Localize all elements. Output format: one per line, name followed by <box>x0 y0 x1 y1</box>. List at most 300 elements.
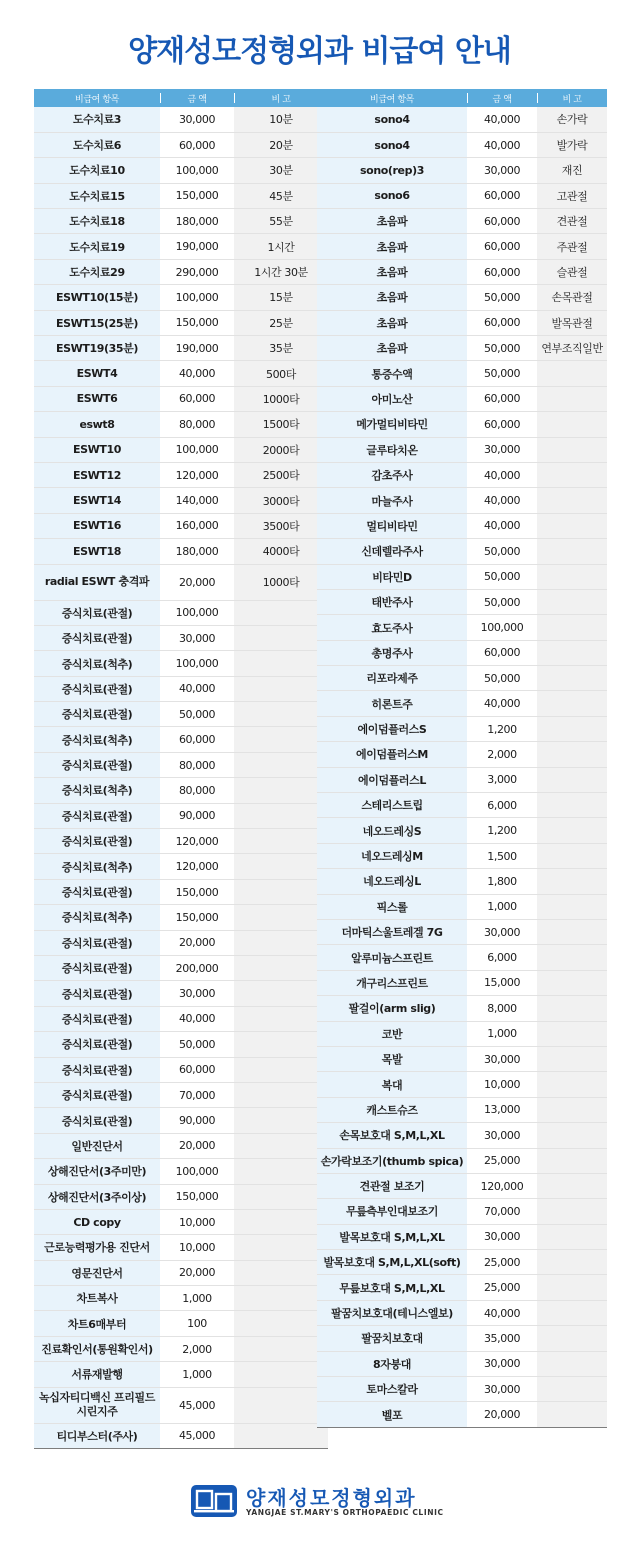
table-row <box>317 843 607 868</box>
item-amount: 80,000 <box>160 412 234 437</box>
item-amount: 80,000 <box>160 752 234 777</box>
item-name: sono(rep)3 <box>317 158 467 183</box>
item-amount: 1,000 <box>467 1021 537 1046</box>
item-name: 캐스트슈즈 <box>317 1097 467 1122</box>
item-name: 도수치료6 <box>34 132 160 157</box>
table-row <box>317 716 607 741</box>
table-row <box>34 259 328 284</box>
item-amount: 1,000 <box>467 894 537 919</box>
item-note <box>234 1423 328 1448</box>
item-amount: 40,000 <box>467 1300 537 1325</box>
item-name: 초음파 <box>317 336 467 361</box>
item-amount: 70,000 <box>160 1082 234 1107</box>
item-amount: 150,000 <box>160 879 234 904</box>
item-note <box>537 640 607 665</box>
item-name: 증식치료(척추) <box>34 651 160 676</box>
table-row <box>34 336 328 361</box>
item-amount: 120,000 <box>160 854 234 879</box>
item-name: sono4 <box>317 132 467 157</box>
item-name: 초음파 <box>317 310 467 335</box>
item-amount: 40,000 <box>467 107 537 132</box>
item-name: 진료확인서(통원확인서) <box>34 1336 160 1361</box>
item-note <box>234 981 328 1006</box>
item-note <box>537 1046 607 1071</box>
item-note: 15분 <box>234 285 328 310</box>
item-note <box>234 702 328 727</box>
table-row <box>317 462 607 487</box>
item-amount: 40,000 <box>160 361 234 386</box>
table-row <box>34 158 328 183</box>
item-amount: 120,000 <box>160 829 234 854</box>
item-amount: 1,200 <box>467 716 537 741</box>
item-amount: 100,000 <box>160 285 234 310</box>
item-amount: 1,800 <box>467 869 537 894</box>
item-name: 도수치료19 <box>34 234 160 259</box>
item-note <box>537 488 607 513</box>
item-name: 도수치료18 <box>34 209 160 234</box>
item-name: ESWT4 <box>34 361 160 386</box>
item-amount: 100,000 <box>160 1159 234 1184</box>
item-name: sono4 <box>317 107 467 132</box>
table-row <box>34 1184 328 1209</box>
item-name: 글루타치온 <box>317 437 467 462</box>
item-note <box>537 843 607 868</box>
item-name: 도수치료15 <box>34 183 160 208</box>
item-note <box>537 996 607 1021</box>
item-note <box>234 1209 328 1234</box>
item-amount: 6,000 <box>467 945 537 970</box>
table-row <box>34 651 328 676</box>
table-row <box>317 970 607 995</box>
item-amount: 190,000 <box>160 336 234 361</box>
item-note <box>537 1173 607 1198</box>
item-name: 픽스롤 <box>317 894 467 919</box>
item-note <box>234 956 328 981</box>
item-note <box>234 1311 328 1336</box>
table-row <box>34 1387 328 1423</box>
item-note: 주관절 <box>537 234 607 259</box>
table-row <box>317 361 607 386</box>
item-name: 알루미늄스프린트 <box>317 945 467 970</box>
item-note <box>234 1336 328 1361</box>
item-name: 도수치료3 <box>34 107 160 132</box>
table-row <box>317 1351 607 1376</box>
item-amount: 50,000 <box>467 336 537 361</box>
table-row <box>34 107 328 132</box>
item-amount: 120,000 <box>160 462 234 487</box>
item-amount: 60,000 <box>160 727 234 752</box>
item-note: 1시간 30분 <box>234 259 328 284</box>
item-note <box>537 716 607 741</box>
table-row <box>34 829 328 854</box>
right-price-table <box>317 89 607 1428</box>
table-row <box>317 209 607 234</box>
item-amount: 150,000 <box>160 183 234 208</box>
item-note <box>537 691 607 716</box>
item-name: CD copy <box>34 1209 160 1234</box>
item-name: 개구리스프린트 <box>317 970 467 995</box>
table-row <box>34 956 328 981</box>
item-name: 증식치료(관절) <box>34 1057 160 1082</box>
item-name: 증식치료(관절) <box>34 676 160 701</box>
item-amount: 40,000 <box>160 676 234 701</box>
item-amount: 50,000 <box>467 539 537 564</box>
item-name: 복대 <box>317 1072 467 1097</box>
item-amount: 40,000 <box>160 1006 234 1031</box>
item-amount: 180,000 <box>160 209 234 234</box>
table-row <box>317 894 607 919</box>
table-row <box>34 1235 328 1260</box>
item-amount: 40,000 <box>467 488 537 513</box>
item-note <box>234 651 328 676</box>
item-note <box>234 1108 328 1133</box>
item-amount: 50,000 <box>467 666 537 691</box>
item-amount: 45,000 <box>160 1387 234 1423</box>
item-note <box>537 1402 607 1427</box>
item-note <box>234 778 328 803</box>
item-note: 손목관절 <box>537 285 607 310</box>
table-row <box>34 930 328 955</box>
item-amount: 30,000 <box>467 437 537 462</box>
item-note <box>537 1250 607 1275</box>
item-amount: 60,000 <box>467 183 537 208</box>
item-name: 증식치료(관절) <box>34 930 160 955</box>
table-row <box>317 1123 607 1148</box>
item-amount: 60,000 <box>467 386 537 411</box>
item-amount: 100,000 <box>160 158 234 183</box>
header-note: 비 고 <box>234 89 328 107</box>
item-name: ESWT6 <box>34 386 160 411</box>
item-name: 마늘주사 <box>317 488 467 513</box>
item-note <box>537 564 607 589</box>
table-row <box>317 259 607 284</box>
item-name: ESWT12 <box>34 462 160 487</box>
item-note <box>537 767 607 792</box>
item-amount: 30,000 <box>467 1377 537 1402</box>
item-name: 일반진단서 <box>34 1133 160 1158</box>
item-name: 증식치료(관절) <box>34 600 160 625</box>
item-amount: 190,000 <box>160 234 234 259</box>
table-row <box>317 742 607 767</box>
item-name: 증식치료(관절) <box>34 981 160 1006</box>
item-name: radial ESWT 충격파 <box>34 564 160 600</box>
table-row <box>34 462 328 487</box>
item-name: 차트복사 <box>34 1286 160 1311</box>
item-note <box>234 905 328 930</box>
table-row <box>34 702 328 727</box>
table-row <box>317 412 607 437</box>
item-name: 아미노산 <box>317 386 467 411</box>
item-note <box>234 1260 328 1285</box>
table-row <box>317 1402 607 1427</box>
item-note: 4000타 <box>234 539 328 564</box>
item-name: 총명주사 <box>317 640 467 665</box>
table-row <box>317 132 607 157</box>
table-row <box>34 1159 328 1184</box>
table-header-row <box>34 89 328 107</box>
item-name: ESWT16 <box>34 513 160 538</box>
table-row <box>317 1326 607 1351</box>
item-note <box>234 1387 328 1423</box>
table-row <box>317 666 607 691</box>
item-note <box>537 666 607 691</box>
table-row <box>317 437 607 462</box>
table-row <box>317 920 607 945</box>
table-row <box>34 727 328 752</box>
table-row <box>317 767 607 792</box>
item-note: 견관절 <box>537 209 607 234</box>
item-note: 슬관절 <box>537 259 607 284</box>
item-amount: 40,000 <box>467 513 537 538</box>
table-row <box>34 234 328 259</box>
item-name: 멀티비타민 <box>317 513 467 538</box>
item-note <box>537 1224 607 1249</box>
table-row <box>34 1133 328 1158</box>
item-amount: 30,000 <box>467 920 537 945</box>
item-amount: 10,000 <box>160 1235 234 1260</box>
item-note: 고관절 <box>537 183 607 208</box>
item-amount: 50,000 <box>467 285 537 310</box>
item-amount: 30,000 <box>160 107 234 132</box>
item-name: 증식치료(척추) <box>34 778 160 803</box>
item-note: 45분 <box>234 183 328 208</box>
item-amount: 80,000 <box>160 778 234 803</box>
item-name: sono6 <box>317 183 467 208</box>
item-name: 증식치료(척추) <box>34 905 160 930</box>
item-note: 연부조직일반 <box>537 336 607 361</box>
table-row <box>34 803 328 828</box>
item-note: 1000타 <box>234 386 328 411</box>
item-amount: 40,000 <box>467 462 537 487</box>
item-name: 도수치료29 <box>34 259 160 284</box>
table-row <box>34 854 328 879</box>
item-name: 증식치료(관절) <box>34 1032 160 1057</box>
item-note <box>234 829 328 854</box>
item-name: 히론트주 <box>317 691 467 716</box>
table-row <box>317 285 607 310</box>
item-note <box>234 1082 328 1107</box>
table-row <box>317 310 607 335</box>
item-amount: 8,000 <box>467 996 537 1021</box>
item-amount: 50,000 <box>467 361 537 386</box>
table-row <box>317 107 607 132</box>
table-row <box>317 793 607 818</box>
item-note: 손가락 <box>537 107 607 132</box>
table-row <box>317 1199 607 1224</box>
table-row <box>317 1224 607 1249</box>
item-amount: 60,000 <box>467 310 537 335</box>
item-note: 1500타 <box>234 412 328 437</box>
item-note <box>537 793 607 818</box>
table-row <box>317 589 607 614</box>
item-name: 증식치료(관절) <box>34 1082 160 1107</box>
item-amount: 30,000 <box>467 1224 537 1249</box>
table-row <box>34 778 328 803</box>
table-row <box>317 386 607 411</box>
item-note <box>234 1057 328 1082</box>
item-note: 55분 <box>234 209 328 234</box>
item-name: 통증수액 <box>317 361 467 386</box>
item-note <box>537 1199 607 1224</box>
table-row <box>317 158 607 183</box>
item-amount: 10,000 <box>160 1209 234 1234</box>
item-note <box>537 742 607 767</box>
item-note <box>537 539 607 564</box>
table-row <box>317 539 607 564</box>
item-name: 감초주사 <box>317 462 467 487</box>
table-row <box>34 539 328 564</box>
item-note <box>537 920 607 945</box>
item-note: 1시간 <box>234 234 328 259</box>
item-note <box>234 1159 328 1184</box>
item-amount: 20,000 <box>160 564 234 600</box>
table-row <box>317 1275 607 1300</box>
item-note <box>537 1021 607 1046</box>
item-name: 증식치료(관절) <box>34 625 160 650</box>
item-amount: 10,000 <box>467 1072 537 1097</box>
item-note: 3000타 <box>234 488 328 513</box>
item-amount: 120,000 <box>467 1173 537 1198</box>
table-row <box>34 412 328 437</box>
item-amount: 60,000 <box>160 1057 234 1082</box>
item-name: ESWT15(25분) <box>34 310 160 335</box>
item-name: 팔꿈치보호대 <box>317 1326 467 1351</box>
left-price-table <box>34 89 328 1449</box>
table-row <box>317 488 607 513</box>
table-row <box>317 1300 607 1325</box>
clinic-footer <box>190 1478 460 1522</box>
item-amount: 40,000 <box>467 691 537 716</box>
item-amount: 70,000 <box>467 1199 537 1224</box>
item-note: 재진 <box>537 158 607 183</box>
header-amount: 금 액 <box>160 89 234 107</box>
item-name: 효도주사 <box>317 615 467 640</box>
table-row <box>34 1286 328 1311</box>
table-row <box>317 234 607 259</box>
hospital-logo-icon <box>190 1484 238 1518</box>
item-name: 에이덤플러스M <box>317 742 467 767</box>
item-name: 네오드레싱L <box>317 869 467 894</box>
item-amount: 100,000 <box>160 651 234 676</box>
table-row <box>34 752 328 777</box>
item-name: 팔걸이(arm slig) <box>317 996 467 1021</box>
table-row <box>317 615 607 640</box>
table-row <box>317 336 607 361</box>
item-note <box>234 1184 328 1209</box>
item-amount: 150,000 <box>160 1184 234 1209</box>
item-amount: 60,000 <box>160 132 234 157</box>
item-name: 영문진단서 <box>34 1260 160 1285</box>
table-row <box>317 640 607 665</box>
item-amount: 25,000 <box>467 1250 537 1275</box>
item-note <box>234 676 328 701</box>
item-note: 35분 <box>234 336 328 361</box>
item-amount: 60,000 <box>467 234 537 259</box>
item-amount: 100,000 <box>160 437 234 462</box>
item-amount: 60,000 <box>467 640 537 665</box>
right-table-body <box>317 107 607 1427</box>
table-row <box>317 945 607 970</box>
table-row <box>34 1311 328 1336</box>
item-name: 에이덤플러스L <box>317 767 467 792</box>
item-note: 30분 <box>234 158 328 183</box>
item-note <box>537 462 607 487</box>
item-name: 초음파 <box>317 209 467 234</box>
item-amount: 150,000 <box>160 905 234 930</box>
item-name: ESWT19(35분) <box>34 336 160 361</box>
item-name: 손가락보조기(thumb spica) <box>317 1148 467 1173</box>
item-note <box>537 1123 607 1148</box>
table-row <box>34 625 328 650</box>
item-name: 증식치료(관절) <box>34 1006 160 1031</box>
item-note <box>234 803 328 828</box>
item-name: 상해진단서(3주이상) <box>34 1184 160 1209</box>
item-note <box>537 513 607 538</box>
item-amount: 1,000 <box>160 1286 234 1311</box>
item-name: 코반 <box>317 1021 467 1046</box>
table-row <box>317 1148 607 1173</box>
table-row <box>317 1250 607 1275</box>
item-note <box>537 615 607 640</box>
item-note: 10분 <box>234 107 328 132</box>
item-note <box>537 1072 607 1097</box>
item-amount: 50,000 <box>160 702 234 727</box>
item-amount: 30,000 <box>467 1046 537 1071</box>
header-amount: 금 액 <box>467 89 537 107</box>
item-amount: 1,500 <box>467 843 537 868</box>
item-amount: 1,000 <box>160 1362 234 1387</box>
item-name: 더마틱스울트레겔 7G <box>317 920 467 945</box>
item-note: 3500타 <box>234 513 328 538</box>
item-amount: 25,000 <box>467 1148 537 1173</box>
item-name: 손목보호대 S,M,L,XL <box>317 1123 467 1148</box>
item-name: eswt8 <box>34 412 160 437</box>
item-name: ESWT18 <box>34 539 160 564</box>
item-note <box>234 854 328 879</box>
item-name: ESWT10 <box>34 437 160 462</box>
table-row <box>34 437 328 462</box>
table-row <box>34 285 328 310</box>
item-amount: 20,000 <box>160 1133 234 1158</box>
item-name: 벨포 <box>317 1402 467 1427</box>
item-name: 증식치료(관절) <box>34 829 160 854</box>
item-note <box>234 600 328 625</box>
table-row <box>34 1260 328 1285</box>
item-amount: 30,000 <box>160 981 234 1006</box>
item-amount: 1,200 <box>467 818 537 843</box>
item-note <box>234 625 328 650</box>
item-note <box>537 386 607 411</box>
item-amount: 200,000 <box>160 956 234 981</box>
table-row <box>317 1021 607 1046</box>
table-row <box>34 905 328 930</box>
table-row <box>34 1423 328 1448</box>
item-amount: 30,000 <box>160 625 234 650</box>
table-row <box>34 1057 328 1082</box>
item-note <box>234 1235 328 1260</box>
item-name: 서류재발행 <box>34 1362 160 1387</box>
item-name: ESWT10(15분) <box>34 285 160 310</box>
item-note <box>234 752 328 777</box>
item-amount: 45,000 <box>160 1423 234 1448</box>
item-amount: 30,000 <box>467 1123 537 1148</box>
item-amount: 40,000 <box>467 132 537 157</box>
table-row <box>317 691 607 716</box>
table-row <box>317 1072 607 1097</box>
item-note <box>537 970 607 995</box>
item-amount: 25,000 <box>467 1275 537 1300</box>
item-note <box>537 361 607 386</box>
